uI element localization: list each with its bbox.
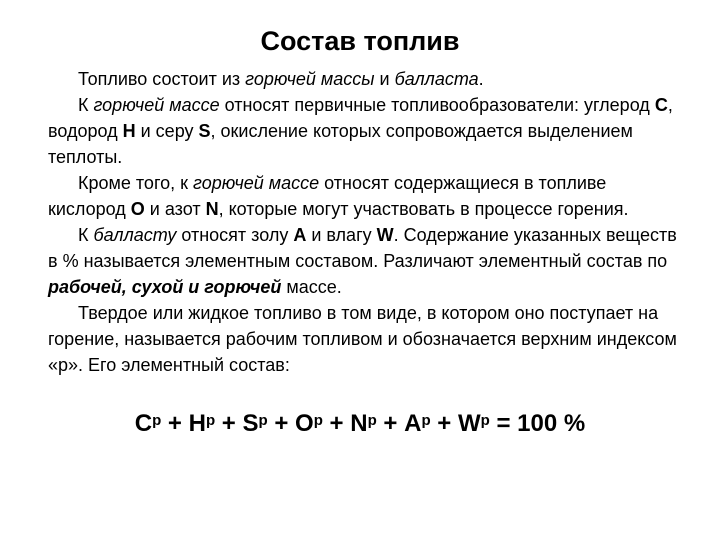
formula-plus: +	[430, 410, 458, 437]
term-ballast: балласту	[93, 225, 177, 245]
text: . Содержание указанных веществ в % называется элементным составом. Различают элементный состав по	[48, 225, 677, 271]
formula-plus: +	[322, 410, 351, 437]
term-ballast: балласта	[394, 69, 479, 89]
slide-body	[48, 66, 684, 378]
formula-plus: +	[376, 410, 405, 437]
symbol-hydrogen: Н	[122, 121, 136, 141]
formula-symbol: Н	[188, 410, 206, 437]
formula-superscript: р	[152, 412, 162, 429]
formula-result: = 100 %	[489, 410, 586, 437]
text: , которые могут участвовать в процессе горения.	[218, 199, 629, 219]
formula-superscript: р	[367, 412, 377, 429]
text: и серу	[135, 121, 199, 141]
term-combustible-mass: горючей массе	[93, 95, 220, 115]
term-mass-bases: рабочей, сухой и горючей	[48, 277, 282, 297]
formula-symbol: С	[134, 410, 153, 437]
formula-symbol: О	[295, 410, 314, 437]
paragraph-combustible-mass	[48, 92, 684, 170]
text: относят содержащиеся в топливе кислород	[48, 173, 607, 219]
text: относят золу	[176, 225, 294, 245]
formula-symbol: N	[350, 410, 368, 437]
paragraph-composition	[48, 66, 684, 92]
text: Топливо состоит из	[78, 69, 246, 89]
symbol-oxygen: О	[130, 199, 145, 219]
text: К	[78, 225, 94, 245]
term-combustible-mass: горючей массы	[245, 69, 375, 89]
formula-superscript: р	[421, 412, 431, 429]
paragraph-working-fuel: Твердое или жидкое топливо в том виде, в котором оно поступает на горение, называется рабочим топливом и обозначается верхним индексом «р». Его элементный состав:	[48, 303, 677, 375]
formula-superscript: р	[205, 412, 216, 429]
formula-superscript: р	[480, 412, 490, 429]
formula-symbol: W	[458, 410, 481, 437]
symbol-moisture: W	[376, 225, 394, 245]
symbol-ash: А	[293, 225, 307, 245]
text: .	[478, 69, 484, 89]
formula-symbol: А	[404, 410, 422, 437]
symbol-sulfur: S	[198, 121, 211, 141]
term-combustible-mass: горючей массе	[193, 173, 320, 193]
text: К	[78, 95, 94, 115]
formula-plus: +	[267, 410, 296, 437]
slide-title: Состав топлив	[260, 26, 460, 56]
text: , окисление которых сопровождается выделением теплоты.	[48, 121, 633, 167]
paragraph-oxygen-nitrogen	[48, 170, 684, 222]
text: и влагу	[306, 225, 377, 245]
text: Кроме того, к	[78, 173, 194, 193]
paragraph-ballast	[48, 222, 684, 300]
text: массе.	[281, 277, 342, 297]
composition-formula	[0, 408, 720, 440]
formula-plus: +	[161, 410, 189, 437]
formula-superscript: р	[313, 412, 323, 429]
text: , водород	[48, 95, 673, 141]
text: и	[374, 69, 395, 89]
formula-symbol: S	[242, 410, 259, 437]
symbol-carbon: С	[654, 95, 668, 115]
text: и азот	[144, 199, 206, 219]
formula-plus: +	[215, 410, 243, 437]
text: относят первичные топливообразователи: углерод	[219, 95, 655, 115]
formula-superscript: р	[258, 412, 268, 429]
symbol-nitrogen: N	[205, 199, 219, 219]
